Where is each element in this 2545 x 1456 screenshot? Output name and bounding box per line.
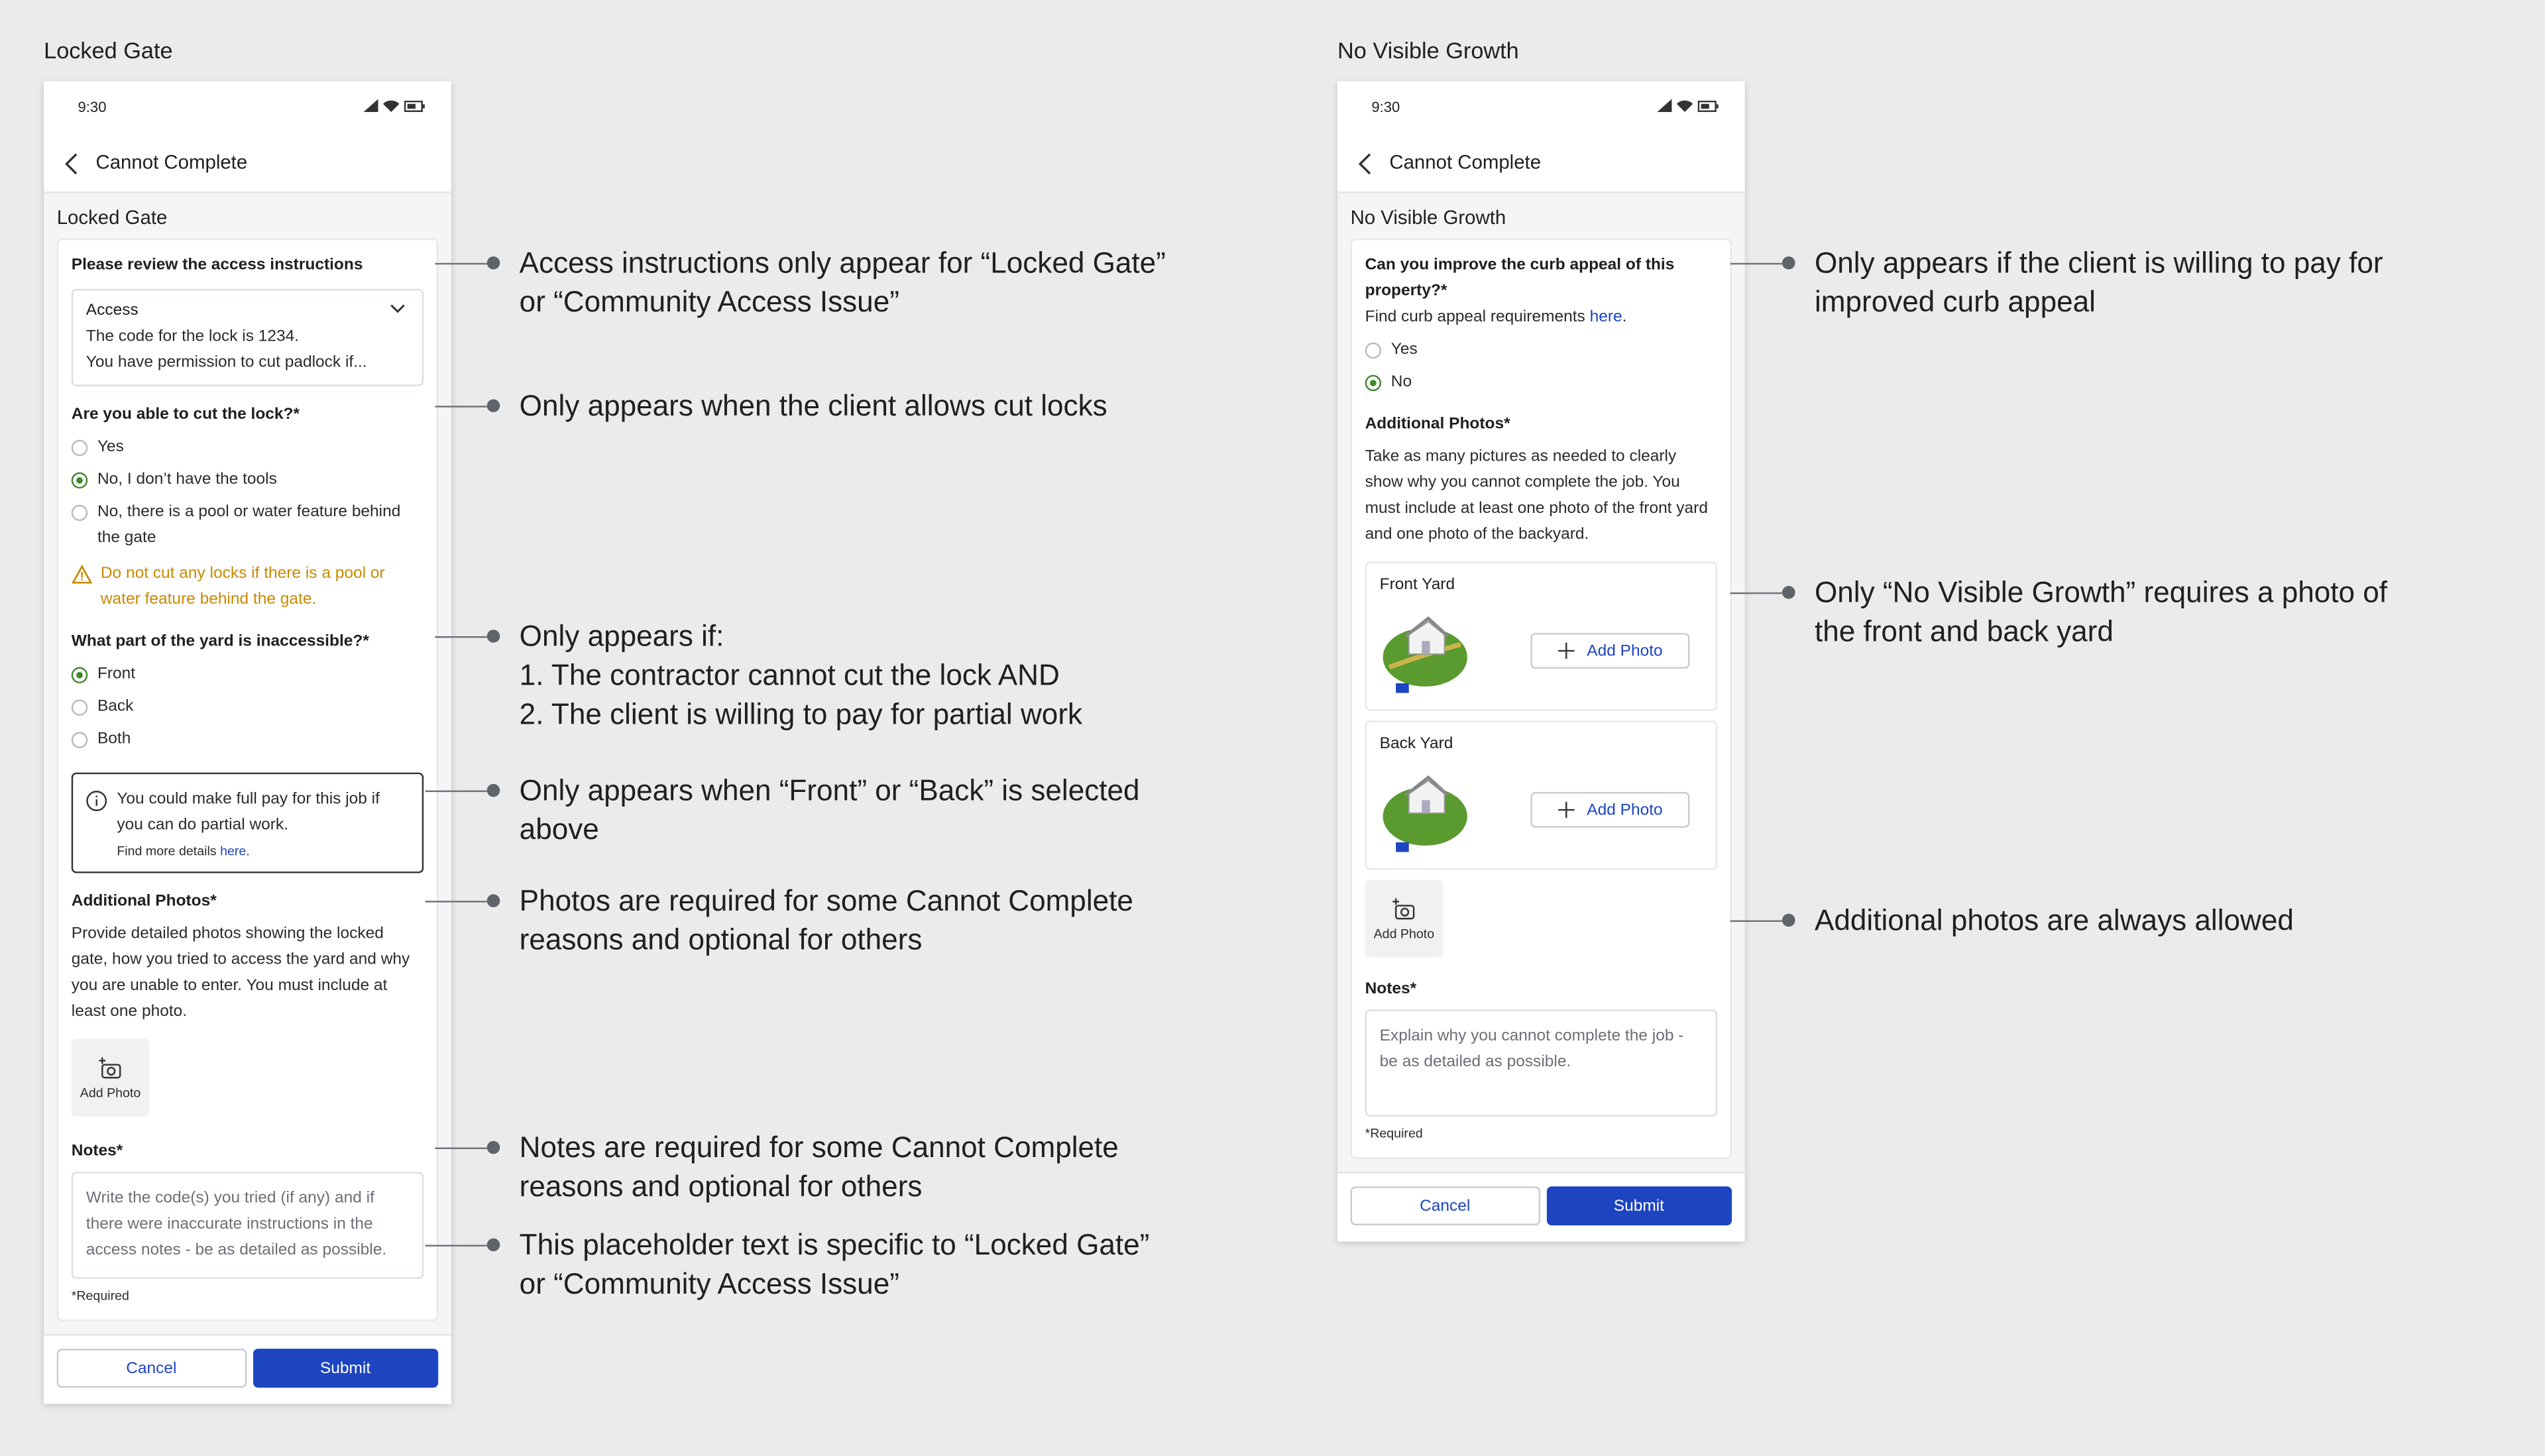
- radio-cut-yes[interactable]: [72, 435, 424, 461]
- form-footer: [44, 1334, 451, 1404]
- access-line-2: You have permission to cut padlock if...: [85, 353, 367, 372]
- radio-yard-back[interactable]: [72, 695, 424, 720]
- radio-button[interactable]: [72, 700, 87, 716]
- radio-button-selected[interactable]: [72, 473, 87, 488]
- status-bar: [44, 81, 451, 133]
- annotation: Only appears when the client allows cut locks: [435, 386, 1107, 425]
- phone-locked-gate: [44, 81, 451, 1404]
- reason-title: No Visible Growth: [1350, 206, 1506, 229]
- notes-textarea[interactable]: Explain why you cannot complete the job - be as detailed as possible.: [1365, 1009, 1717, 1117]
- add-photo-label: Add Photo: [1587, 801, 1663, 819]
- camera-plus-icon: [1391, 897, 1417, 919]
- add-photo-button[interactable]: [1365, 879, 1443, 958]
- add-photo-label: Add Photo: [1373, 926, 1435, 941]
- radio-label: Front: [97, 665, 136, 684]
- notes-question: Notes*: [1365, 980, 1417, 999]
- app-bar-title: Cannot Complete: [1389, 150, 1542, 174]
- radio-cut-no-tools[interactable]: [72, 467, 424, 493]
- cut-lock-question: Are you able to cut the lock?*: [71, 406, 300, 424]
- add-photo-button[interactable]: [72, 1038, 150, 1117]
- radio-curb-yes[interactable]: [1365, 337, 1717, 363]
- required-note: *Required: [71, 1288, 129, 1304]
- radio-button[interactable]: [1365, 343, 1381, 359]
- notes-question: Notes*: [71, 1143, 123, 1161]
- camera-plus-icon: [97, 1056, 123, 1078]
- wifi-icon: [383, 99, 399, 112]
- form-footer: [1337, 1172, 1745, 1241]
- phone-no-visible-growth: [1337, 81, 1745, 1241]
- access-header: Access: [85, 302, 139, 320]
- back-yard-label: Back Yard: [1379, 735, 1453, 754]
- photos-instructions: Provide detailed photos showing the locked gate, how you tried to access the yard and why you are unable to enter. You must include at least one photo.: [71, 924, 410, 1021]
- app-bar-title: Cannot Complete: [95, 150, 248, 174]
- front-yard-label: Front Yard: [1379, 576, 1455, 594]
- info-text: You could make full pay for this job if you can do partial work.: [117, 790, 380, 834]
- wifi-icon: [1677, 99, 1693, 112]
- info-icon: [86, 791, 107, 812]
- house-yard-icon: [1380, 767, 1471, 852]
- back-yard-add-photo-button[interactable]: [1530, 792, 1689, 828]
- annotation: This placeholder text is specific to “Locked Gate” or “Community Access Issue”: [425, 1225, 1150, 1304]
- annotation: Photos are required for some Cannot Complete reasons and optional for others: [425, 881, 1133, 960]
- radio-label: Yes: [97, 438, 124, 457]
- house-yard-icon: [1380, 608, 1471, 693]
- photos-instructions: Take as many pictures as needed to clearly show why you cannot complete the job. You must include at least one photo of the front yard and one photo of the backyard.: [1365, 447, 1708, 544]
- access-question: Please review the access instructions: [71, 256, 363, 274]
- status-bar: [1337, 81, 1745, 133]
- curb-requirements-link[interactable]: here: [1589, 308, 1622, 327]
- chevron-down-icon: [390, 304, 406, 313]
- back-yard-photo-card: [1365, 720, 1717, 869]
- plus-icon: [1557, 643, 1573, 659]
- battery-icon: [1698, 100, 1719, 111]
- back-arrow-icon[interactable]: [1357, 152, 1373, 175]
- radio-yard-both[interactable]: [72, 727, 424, 753]
- radio-label: No, I don’t have the tools: [97, 471, 277, 489]
- app-bar: [44, 133, 451, 194]
- info-details-link[interactable]: here: [220, 844, 247, 859]
- annotation: Only appears if: 1. The contractor cannot cut the lock AND 2. The client is willing to pay for partial work: [435, 617, 1082, 734]
- radio-button-selected[interactable]: [72, 667, 87, 683]
- app-bar: [1337, 133, 1745, 194]
- status-time: 9:30: [1371, 99, 1400, 115]
- signal-icon: [1657, 99, 1671, 112]
- front-yard-add-photo-button[interactable]: [1530, 633, 1689, 669]
- signal-icon: [364, 99, 378, 112]
- access-line-1: The code for the lock is 1234.: [85, 327, 300, 346]
- radio-button[interactable]: [72, 505, 87, 521]
- info-small-text: Find more details: [117, 844, 221, 859]
- cancel-button[interactable]: Cancel: [1351, 1186, 1540, 1225]
- radio-label: Both: [97, 730, 131, 748]
- curb-find-text: Find curb appeal requirements: [1365, 308, 1590, 327]
- radio-label: Back: [97, 698, 134, 716]
- form-card: [57, 239, 439, 1321]
- battery-icon: [404, 100, 425, 111]
- add-photo-label: Add Photo: [80, 1085, 141, 1100]
- submit-button[interactable]: Submit: [253, 1349, 438, 1388]
- photos-question: Additional Photos*: [71, 892, 217, 911]
- reason-title: Locked Gate: [56, 206, 168, 229]
- notes-textarea[interactable]: Write the code(s) you tried (if any) and if there were inaccurate instructions in the access notes - be as detailed as possible.: [72, 1172, 424, 1279]
- status-icons: [1657, 99, 1719, 112]
- radio-curb-no[interactable]: [1365, 370, 1717, 396]
- annotation: Notes are required for some Cannot Complete reasons and optional for others: [435, 1128, 1118, 1206]
- left-section-title: Locked Gate: [44, 37, 173, 64]
- radio-label: No, there is a pool or water feature behind the gate: [97, 503, 401, 547]
- front-yard-photo-card: [1365, 561, 1717, 710]
- cancel-button[interactable]: Cancel: [57, 1349, 246, 1388]
- annotation: Only appears if the client is willing to pay for improved curb appeal: [1730, 243, 2383, 321]
- curb-appeal-question: Can you improve the curb appeal of this property?*: [1365, 256, 1675, 301]
- radio-button[interactable]: [72, 440, 87, 456]
- status-icons: [364, 99, 425, 112]
- yard-question: What part of the yard is inaccessible?*: [71, 633, 369, 651]
- right-section-title: No Visible Growth: [1337, 37, 1519, 64]
- radio-button[interactable]: [72, 732, 87, 748]
- plus-icon: [1557, 802, 1573, 818]
- submit-button[interactable]: Submit: [1546, 1186, 1732, 1225]
- radio-label: Yes: [1390, 341, 1418, 359]
- radio-label: No: [1390, 373, 1412, 392]
- annotation: Additional photos are always allowed: [1730, 901, 2294, 940]
- annotation: Access instructions only appear for “Locked Gate” or “Community Access Issue”: [435, 243, 1166, 321]
- warning-text: Do not cut any locks if there is a pool or water feature behind the gate.: [100, 565, 385, 609]
- status-time: 9:30: [78, 99, 107, 115]
- pool-warning: [72, 561, 424, 613]
- annotation: Only appears when “Front” or “Back” is selected above: [425, 771, 1140, 849]
- photos-question: Additional Photos*: [1365, 415, 1510, 433]
- partial-pay-info: You could make full pay for this job if you can do partial work. Find more details here.: [72, 773, 424, 873]
- radio-cut-pool[interactable]: [72, 500, 424, 551]
- form-card: Can you improve the curb appeal of this property?* Find curb appeal requirements here. Yes No Additional Photos* Take as many pictures as needed to clearly show why you cannot complete the job. You must include at least one photo of the front yard and one photo of the backyard. Front Yard Add Photo Back Yard Add Photo Add Photo Notes* Explain why you cannot complete the job - be as detailed as possible. *Required: [1351, 239, 1732, 1159]
- required-note: *Required: [1365, 1126, 1423, 1141]
- annotation: Only “No Visible Growth” requires a photo of the front and back yard: [1730, 573, 2387, 651]
- access-instructions-dropdown[interactable]: [72, 289, 424, 386]
- radio-yard-front[interactable]: [72, 662, 424, 688]
- radio-button-selected[interactable]: [1365, 375, 1381, 391]
- add-photo-label: Add Photo: [1587, 642, 1663, 660]
- back-arrow-icon[interactable]: [64, 152, 80, 175]
- warning-icon: [72, 565, 93, 584]
